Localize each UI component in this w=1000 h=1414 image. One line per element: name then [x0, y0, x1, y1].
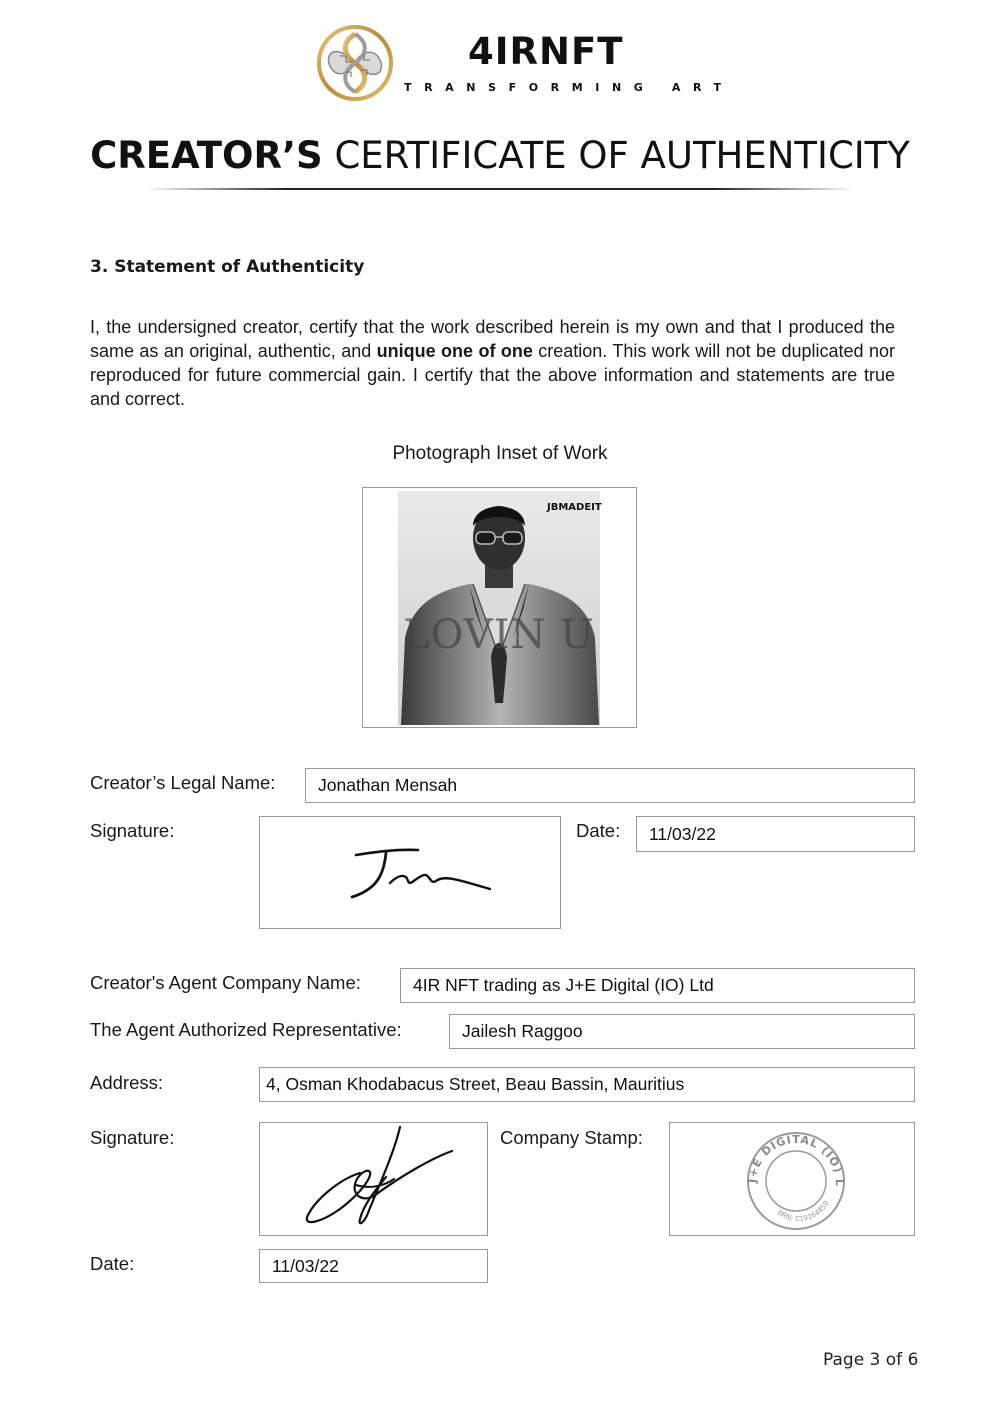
page-title — [0, 134, 1000, 177]
agent-date-field[interactable]: 11/03/22 — [259, 1249, 488, 1283]
artwork-watermark: JBMADEIT — [547, 502, 602, 513]
section-heading — [90, 257, 364, 277]
artwork-photo — [363, 488, 636, 727]
brand-name: 4IRNFT — [468, 30, 624, 73]
artwork-title: LOVIN U — [403, 612, 595, 658]
company-stamp-icon — [670, 1123, 914, 1235]
agent-representative-field[interactable]: Jailesh Raggoo — [449, 1014, 915, 1049]
agent-company-label: Creator's Agent Company Name: — [90, 972, 361, 993]
creator-signature-box[interactable] — [259, 816, 561, 929]
company-stamp-label: Company Stamp: — [500, 1127, 643, 1148]
statement-bold: unique one of one — [376, 341, 533, 361]
agent-date-label: Date: — [90, 1253, 135, 1274]
section-title: Statement of Authenticity — [114, 257, 365, 277]
creator-date-field[interactable]: 11/03/22 — [636, 816, 915, 852]
statement-text-1: I, the undersigned creator, certify that the work described herein is my own and that I produced the same as an original, authentic, and — [90, 317, 895, 361]
agent-representative-label: The Agent Authorized Representative: — [90, 1019, 402, 1040]
agent-signature-label: Signature: — [90, 1127, 175, 1148]
creator-signature-icon — [260, 817, 560, 928]
statement-paragraph — [90, 315, 895, 411]
title-rest: CERTIFICATE OF AUTHENTICITY — [334, 134, 910, 177]
title-bold: CREATOR’S — [90, 134, 323, 177]
address-label: Address: — [90, 1072, 164, 1093]
creator-signature-label: Signature: — [90, 820, 175, 841]
agent-company-field[interactable]: 4IR NFT trading as J+E Digital (IO) Ltd — [400, 968, 915, 1003]
address-field[interactable]: 4, Osman Khodabacus Street, Beau Bassin, Mauritius — [259, 1067, 915, 1102]
stamp-brn-text: BRN: C19164859 — [775, 1199, 831, 1224]
title-divider — [145, 188, 855, 190]
legal-name-field[interactable]: Jonathan Mensah — [305, 768, 915, 803]
section-number: 3. — [90, 257, 109, 277]
page-number: Page 3 of 6 — [823, 1350, 919, 1370]
creator-date-label: Date: — [576, 820, 621, 841]
brand-tagline: TRANSFORMING ART — [404, 81, 734, 94]
photo-frame — [362, 487, 637, 728]
stamp-company-text: J+E DIGITAL (IO) L — [745, 1132, 847, 1186]
svg-text:J+E DIGITAL (IO) LTD — [670, 1123, 846, 1186]
agent-signature-box[interactable] — [259, 1122, 488, 1236]
agent-signature-icon — [260, 1123, 487, 1235]
brand-logo-icon — [316, 24, 394, 102]
statement-text-2: creation. This work will not be duplicated nor reproduced for future commercial gain. I certify that the above information and statements are true and correct. — [90, 341, 895, 409]
legal-name-label: Creator’s Legal Name: — [90, 772, 276, 793]
company-stamp-box — [669, 1122, 915, 1236]
photo-caption: Photograph Inset of Work — [392, 443, 608, 464]
svg-text:BRN: C19164859 — [776, 1200, 831, 1224]
